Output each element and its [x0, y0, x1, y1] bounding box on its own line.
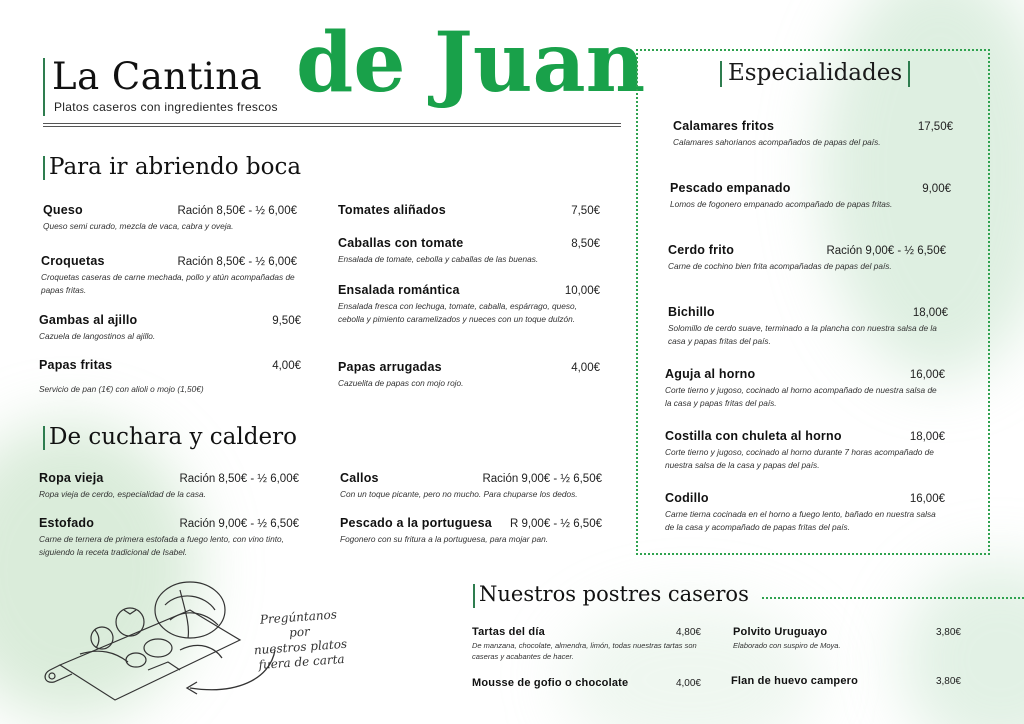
brand-title: La Cantina	[52, 55, 263, 98]
menu-item	[338, 283, 600, 326]
item-price: 17,50€	[917, 121, 953, 133]
menu-item	[733, 626, 961, 651]
item-price: Ración 9,00€ - ½ 6,50€	[826, 245, 946, 257]
item-description: Cazuelita de papas con mojo rojo.	[338, 378, 464, 388]
item-price: 9,50€	[272, 315, 301, 327]
item-name: Codillo	[665, 491, 709, 505]
item-price: 9,00€	[922, 183, 951, 195]
item-description: Croquetas caseras de carne mechada, pollo y atún acompañadas de papas fritas.	[41, 272, 295, 295]
item-price: 10,00€	[564, 285, 600, 297]
item-description: Carne tierna cocinada en el horno a fuego lento, bañado en nuestra salsa de la casa y acompañado de papas fritas del país.	[665, 509, 936, 532]
item-name: Queso	[43, 203, 83, 217]
item-price: 16,00€	[909, 369, 945, 381]
section-title-text: Nuestros postres caseros	[479, 582, 749, 606]
item-description: Corte tierno y jugoso, cocinado al horno durante 7 horas acompañado de nuestra salsa de la casa y papas del país.	[665, 447, 934, 470]
item-price: Ración 9,00€ - ½ 6,50€	[482, 473, 602, 485]
item-price: Ración 8,50€ - ½ 6,00€	[177, 205, 297, 217]
section-title-especialidades	[714, 60, 916, 87]
menu-item	[472, 677, 701, 689]
menu-item	[668, 305, 948, 348]
item-price: Ración 9,00€ - ½ 6,50€	[179, 518, 299, 530]
item-price: 4,00€	[571, 362, 600, 374]
item-price: 3,80€	[935, 676, 961, 687]
item-description: Solomillo de cerdo suave, terminado a la plancha con nuestra salsa de la casa y papas fritas del país.	[668, 323, 937, 346]
item-name: Croquetas	[41, 254, 105, 268]
brand-tagline: Platos caseros con ingredientes frescos	[54, 100, 278, 114]
item-name: Tomates aliñados	[338, 203, 446, 217]
item-description: Ensalada fresca con lechuga, tomate, caballa, espárrago, queso, cebolla y pimiento caramelizados y nueces con un toque dulzón.	[338, 301, 577, 324]
item-description: Carne de ternera de primera estofada a fuego lento, con vino tinto, siguiendo la receta tradicional de Isabel.	[39, 534, 284, 557]
item-name: Ensalada romántica	[338, 283, 460, 297]
header-rule	[43, 123, 621, 124]
header-rule	[43, 126, 621, 127]
section-title-postres	[473, 582, 749, 608]
item-name: Mousse de gofio o chocolate	[472, 677, 629, 689]
menu-item	[39, 358, 301, 372]
section-title-text: Para ir abriendo boca	[49, 154, 302, 180]
section-title-abriendo-boca	[43, 154, 301, 180]
item-description: Fogonero con su fritura a la portuguesa, para mojar pan.	[340, 534, 549, 544]
menu-item	[338, 203, 600, 217]
item-description: Lomos de fogonero empanado acompañado de papas fritas.	[670, 199, 893, 209]
dotted-divider	[762, 597, 1024, 599]
watercolor-wash	[560, 600, 820, 724]
menu-item	[665, 491, 945, 534]
item-price: 18,00€	[909, 431, 945, 443]
item-description: Con un toque picante, pero no mucho. Para chuparse los dedos.	[340, 489, 578, 499]
item-price: R 9,00€ - ½ 6,50€	[509, 518, 602, 530]
item-price: 16,00€	[909, 493, 945, 505]
tomato-shape	[116, 608, 144, 636]
item-description: Calamares sahorianos acompañados de papas del país.	[673, 137, 881, 147]
onion-shape	[91, 627, 113, 649]
item-price: Ración 8,50€ - ½ 6,00€	[177, 256, 297, 268]
menu-item	[338, 360, 600, 390]
menu-item	[472, 626, 701, 662]
item-price: 8,50€	[571, 238, 600, 250]
item-name: Gambas al ajillo	[39, 313, 138, 327]
item-description: De manzana, chocolate, almendra, limón, todas nuestras tartas son caseras y acabantes de hacer.	[472, 641, 697, 661]
item-description: Cazuela de langostinos al ajillo.	[39, 331, 156, 341]
menu-item	[39, 516, 299, 559]
item-name: Aguja al horno	[665, 367, 756, 381]
item-name: Caballas con tomate	[338, 236, 464, 250]
item-description: Elaborado con suspiro de Moya.	[733, 641, 841, 650]
note-line: nuestros platos	[253, 636, 348, 658]
item-description: Ropa vieja de cerdo, especialidad de la casa.	[39, 489, 206, 499]
bread-service-note: Servicio de pan (1€) con alioli o mojo (1,50€)	[39, 384, 204, 394]
menu-item	[340, 471, 602, 501]
item-name: Callos	[340, 471, 379, 485]
item-name: Polvito Uruguayo	[733, 626, 828, 638]
item-price: 7,50€	[571, 205, 600, 217]
menu-item	[731, 675, 961, 687]
note-line: Pregúntanos por	[259, 607, 338, 640]
item-name: Costilla con chuleta al horno	[665, 429, 842, 443]
section-title-text: Especialidades	[728, 60, 903, 86]
item-description: Corte tierno y jugoso, cocinado al horno acompañado de nuestra salsa de la casa y papas fritas del país.	[665, 385, 937, 408]
item-description: Queso semi curado, mezcla de vaca, cabra y oveja.	[43, 221, 234, 231]
item-name: Estofado	[39, 516, 95, 530]
mushroom-shape	[144, 639, 172, 657]
item-description: Ensalada de tomate, cebolla y caballas de las buenas.	[338, 254, 539, 264]
section-title-cuchara	[43, 424, 297, 450]
section-accent-bar	[473, 584, 475, 608]
menu-item	[673, 119, 953, 149]
item-price: Ración 8,50€ - ½ 6,00€	[179, 473, 299, 485]
item-name: Papas fritas	[39, 358, 113, 372]
menu-item	[668, 243, 946, 273]
item-name: Papas arrugadas	[338, 360, 442, 374]
menu-item	[39, 313, 301, 343]
menu-item	[338, 236, 600, 266]
menu-item	[39, 471, 299, 501]
menu-item	[665, 429, 945, 472]
section-accent-bar	[908, 61, 910, 87]
item-name: Pescado a la portuguesa	[340, 516, 492, 530]
item-price: 4,80€	[675, 627, 701, 638]
item-price: 3,80€	[935, 627, 961, 638]
menu-item	[665, 367, 945, 410]
item-price: 4,00€	[675, 678, 701, 689]
board-handle	[45, 665, 72, 682]
item-name: Pescado empanado	[670, 181, 791, 195]
section-accent-bar	[43, 156, 45, 180]
item-price: 4,00€	[272, 360, 301, 372]
item-name: Flan de huevo campero	[731, 675, 859, 687]
item-name: Tartas del día	[472, 626, 545, 638]
item-name: Cerdo frito	[668, 243, 735, 257]
menu-item	[43, 203, 297, 233]
note-line: fuera de carta	[258, 651, 345, 672]
section-accent-bar	[43, 426, 45, 450]
section-title-text: De cuchara y caldero	[49, 424, 297, 450]
brand-script-title: de Juan	[296, 15, 646, 111]
menu-item	[670, 181, 951, 211]
item-name: Bichillo	[668, 305, 715, 319]
section-accent-bar	[720, 61, 722, 87]
item-name: Ropa vieja	[39, 471, 104, 485]
menu-item	[41, 254, 297, 297]
menu-item	[340, 516, 602, 546]
title-accent-bar	[43, 58, 45, 116]
item-description: Carne de cochino bien frita acompañadas de papas del país.	[668, 261, 892, 271]
item-price: 18,00€	[912, 307, 948, 319]
curved-arrow-icon	[175, 640, 285, 700]
item-name: Calamares fritos	[673, 119, 775, 133]
